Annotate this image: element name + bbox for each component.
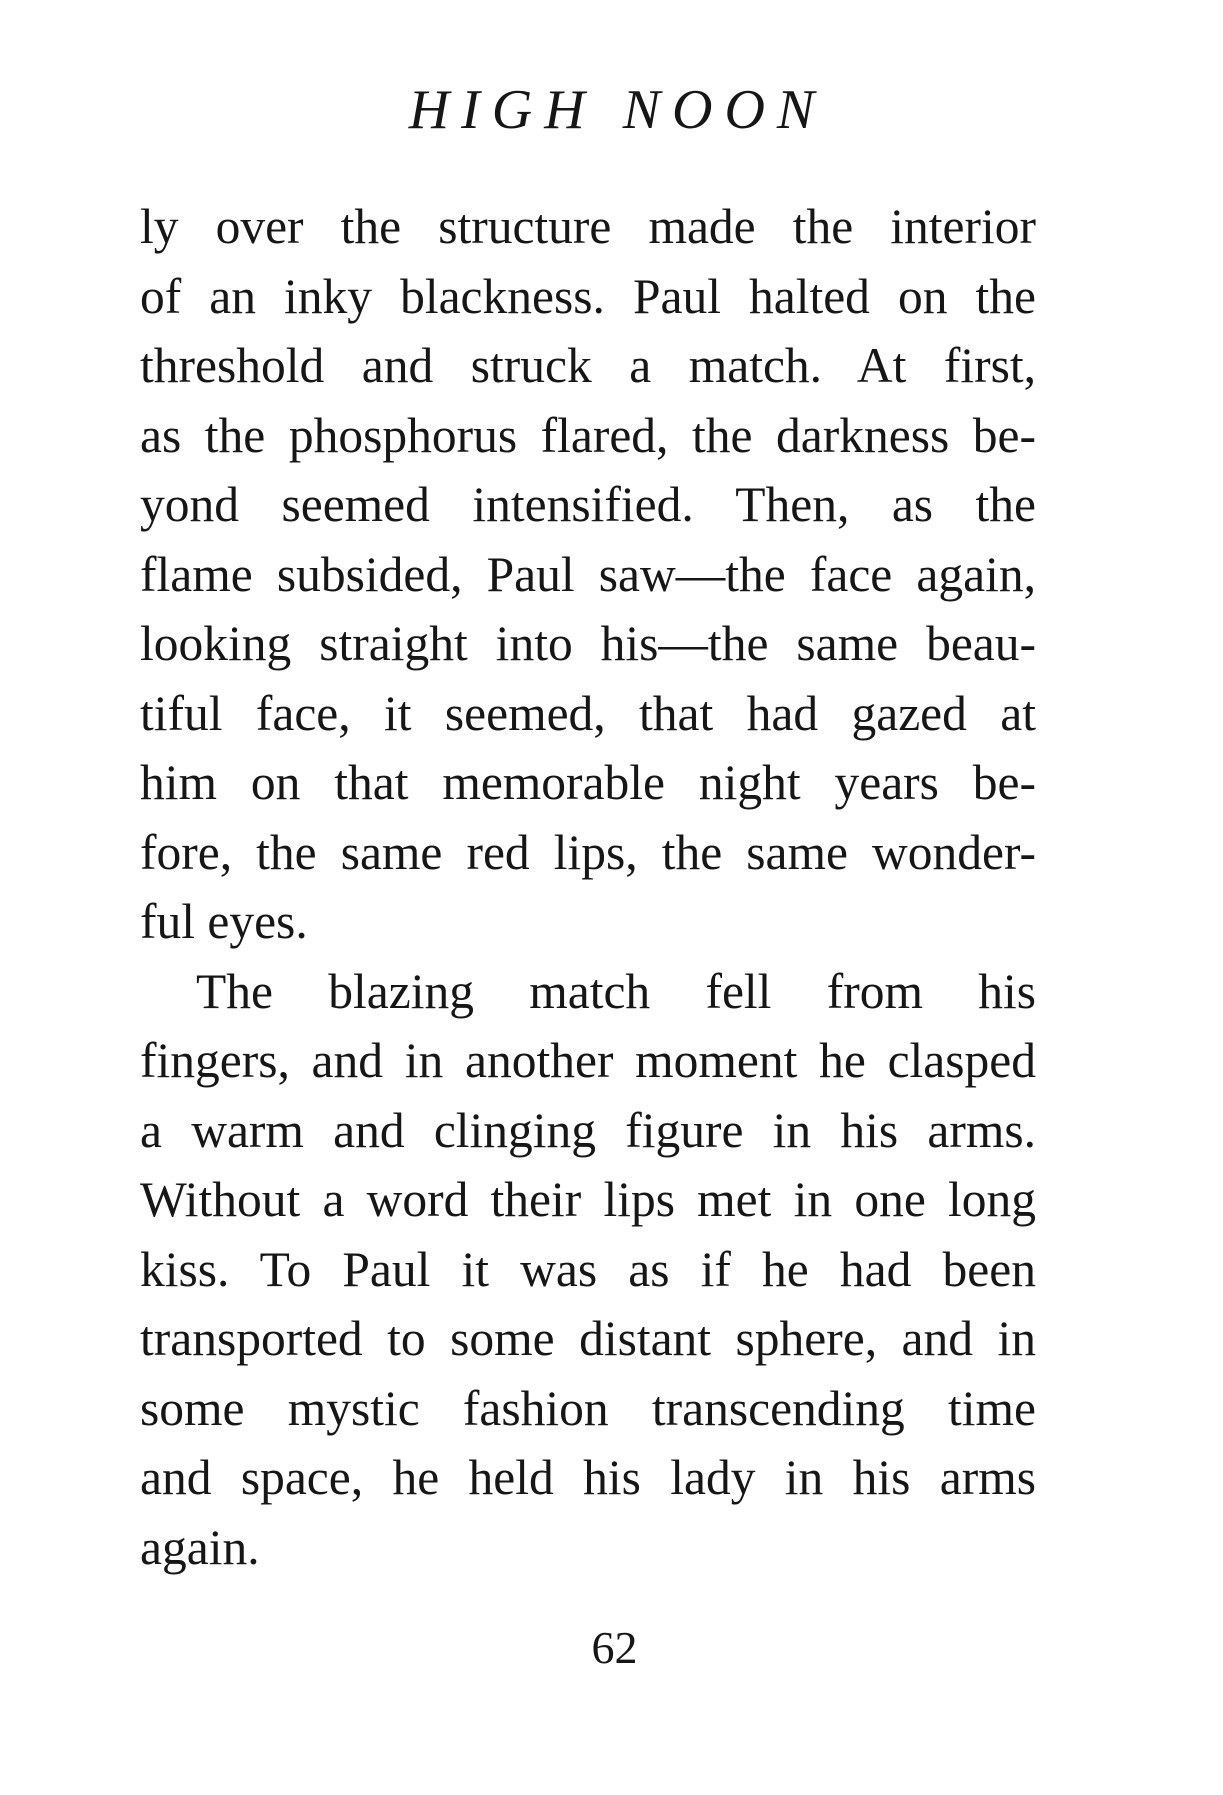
paragraph-2 — [140, 957, 1036, 1583]
text-line: threshold and struck a match. At first, — [140, 338, 1036, 393]
text-line: a warm and clinging figure in his arms. — [140, 1102, 1036, 1158]
text-line: again. — [140, 1519, 260, 1575]
text-line: some mystic fashion transcending time — [140, 1380, 1036, 1436]
text-line: him on that memorable night years be- — [140, 755, 1036, 810]
body-text — [140, 192, 1036, 1582]
text-line: flame subsided, Paul saw—the face again, — [140, 546, 1036, 602]
text-line: and space, he held his lady in his arms — [140, 1450, 1036, 1505]
text-line: transported to some distant sphere, and in — [140, 1311, 1036, 1366]
paragraph-1 — [140, 192, 1036, 957]
text-line: tiful face, it seemed, that had gazed at — [140, 685, 1036, 741]
text-line: The blazing match fell from his — [196, 963, 1036, 1019]
text-line: of an inky blackness. Paul halted on the — [140, 268, 1036, 324]
text-line: yond seemed intensified. Then, as the — [140, 477, 1036, 532]
text-line: ful eyes. — [140, 894, 308, 949]
text-line: looking straight into his—the same beau- — [140, 616, 1036, 671]
text-line: fingers, and in another moment he clasped — [140, 1033, 1036, 1088]
text-line: as the phosphorus flared, the darkness be- — [140, 407, 1036, 463]
text-line: kiss. To Paul it was as if he had been — [140, 1241, 1036, 1297]
text-line: Without a word their lips met in one long — [140, 1172, 1036, 1227]
page-number: 62 — [591, 1622, 638, 1673]
running-head: HIGH NOON — [408, 79, 827, 141]
text-line: fore, the same red lips, the same wonder- — [140, 824, 1036, 880]
text-line: ly over the structure made the interior — [140, 199, 1036, 254]
